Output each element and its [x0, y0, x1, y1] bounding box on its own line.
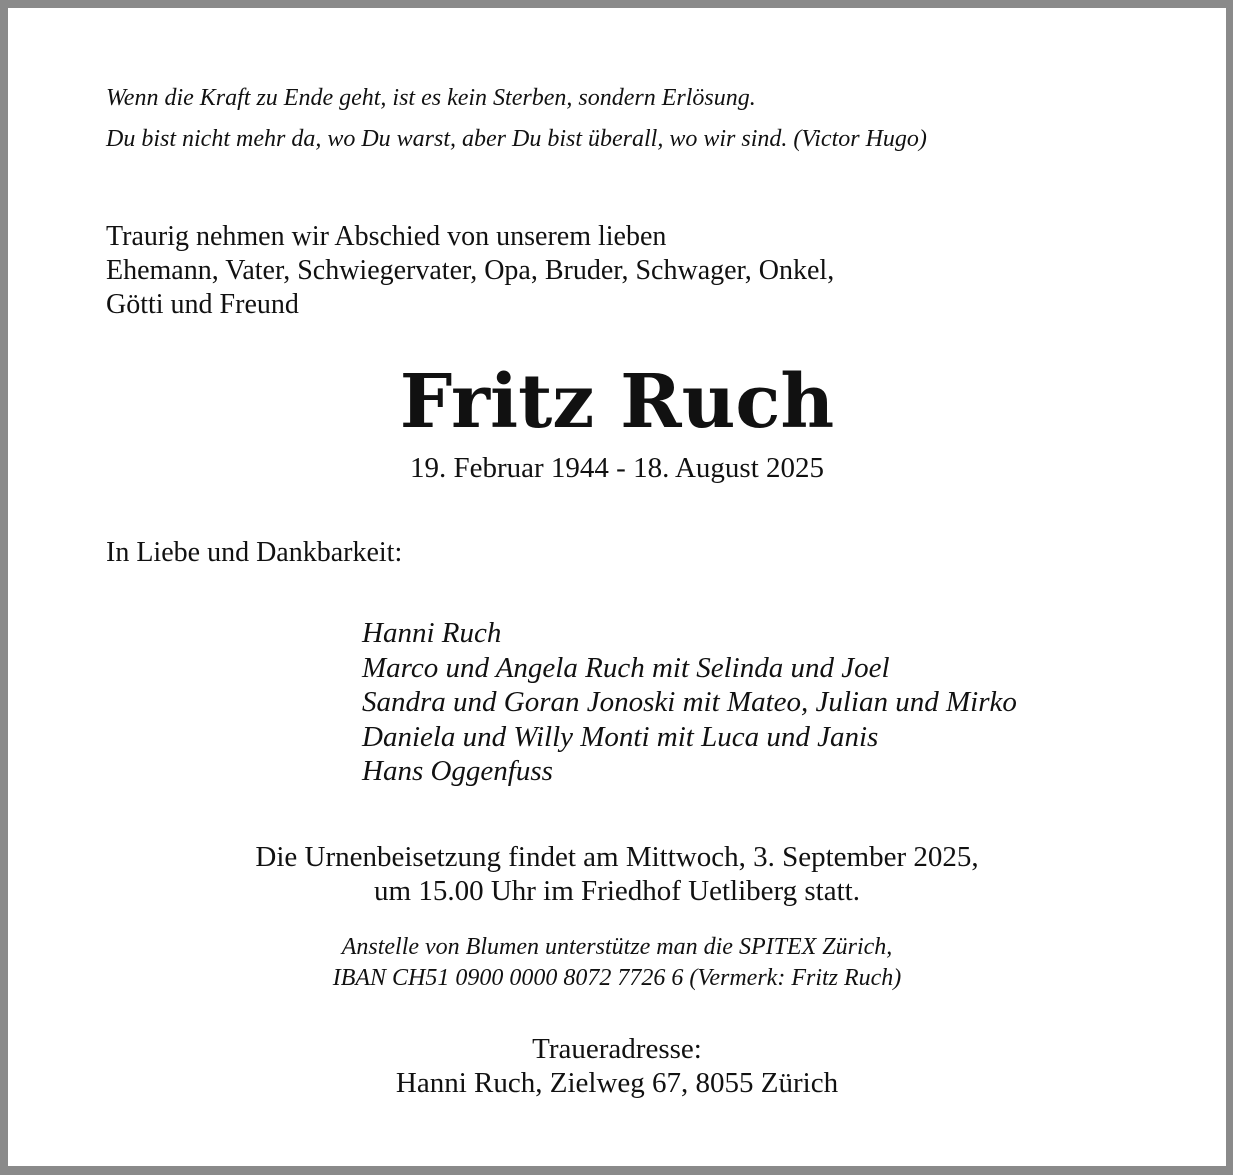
ceremony-line: um 15.00 Uhr im Friedhof Uetliberg statt. — [374, 875, 860, 907]
intro-line: Traurig nehmen wir Abschied von unserem lieben — [106, 221, 667, 252]
mourner-entry: Hans Oggenfuss — [362, 755, 553, 787]
mourner-entry: Daniela und Willy Monti mit Luca und Janis — [362, 720, 879, 753]
quote-line: Wenn die Kraft zu Ende geht, ist es kein Sterben, sondern Erlösung. — [106, 85, 756, 111]
mourning-address — [8, 1032, 1226, 1100]
donation-note — [8, 932, 1226, 994]
obituary-notice — [8, 8, 1226, 1166]
life-dates: 19. Februar 1944 - 18. August 2025 — [409, 452, 825, 484]
quote-line: Du bist nicht mehr da, wo Du warst, aber Du bist überall, wo wir sind. (Victor Hugo) — [106, 126, 927, 152]
quote-block — [106, 78, 927, 160]
mourner-entry: Sandra und Goran Jonoski mit Mateo, Julian und Mirko — [362, 686, 1017, 718]
mourners-list — [362, 616, 1017, 789]
intro-line: Ehemann, Vater, Schwiegervater, Opa, Bruder, Schwager, Onkel, — [106, 255, 835, 286]
ceremony-info — [8, 840, 1226, 908]
donation-line: IBAN CH51 0900 0000 8072 7726 6 (Vermerk: Fritz Ruch) — [332, 965, 902, 991]
deceased-name: Fritz Ruch — [399, 359, 835, 445]
address-label: Traueradresse: — [532, 1033, 702, 1065]
intro-text — [106, 220, 834, 322]
ceremony-line: Die Urnenbeisetzung findet am Mittwoch, 3. September 2025, — [255, 841, 979, 873]
thanks-heading: In Liebe und Dankbarkeit: — [106, 537, 403, 568]
mourner-entry: Marco und Angela Ruch mit Selinda und Joel — [362, 651, 890, 684]
address-value: Hanni Ruch, Zielweg 67, 8055 Zürich — [395, 1067, 839, 1099]
donation-line: Anstelle von Blumen unterstütze man die SPITEX Zürich, — [341, 934, 893, 960]
mourner-entry: Hanni Ruch — [362, 617, 502, 649]
intro-line: Götti und Freund — [106, 289, 299, 320]
